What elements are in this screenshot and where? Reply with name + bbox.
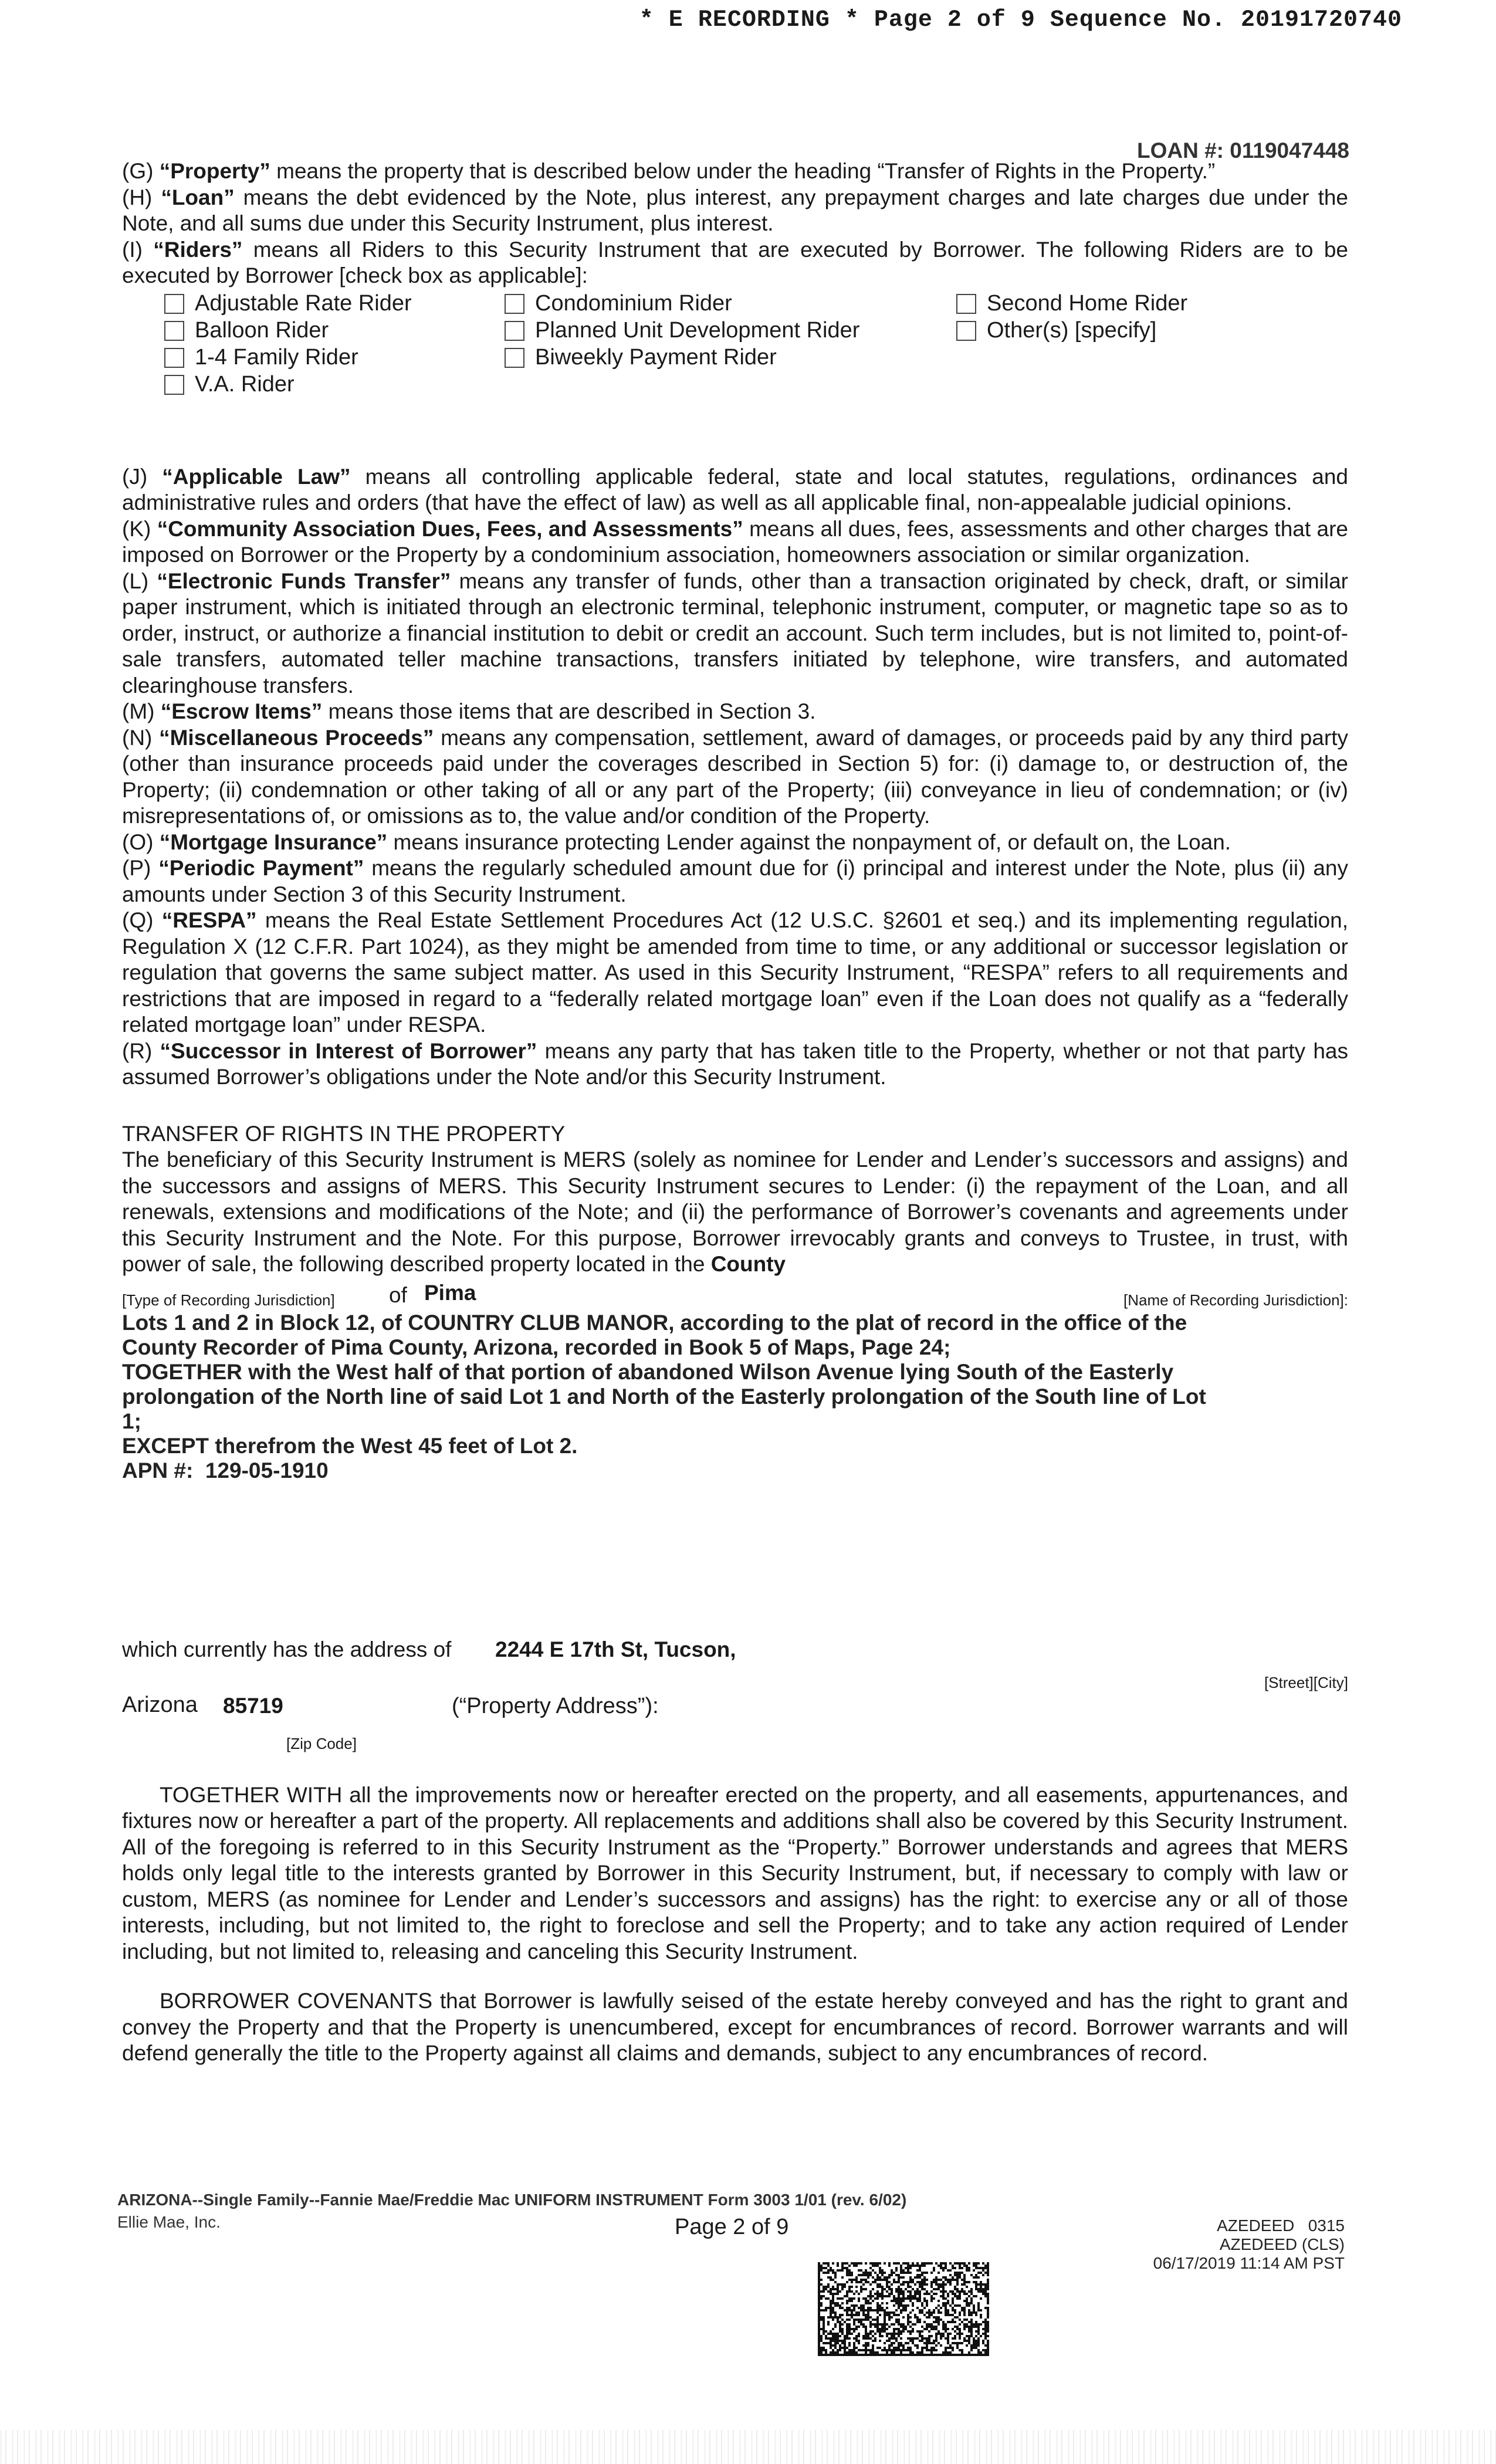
definition-k: (K) “Community Association Dues, Fees, and Assessments” means all dues, fees, assessments and other charges that are imposed on Borrower or the Property by a condominium association, homeowners association or similar organization. <box>122 516 1348 567</box>
jurisdiction-row <box>122 1281 1348 1309</box>
scan-noise-strip <box>0 2430 1496 2464</box>
recording-header: * E RECORDING * Page 2 of 9 Sequence No. 20191720740 <box>639 7 1402 33</box>
rider-option[interactable] <box>505 290 956 317</box>
rider-option[interactable] <box>956 290 1250 317</box>
definitions <box>122 464 1348 1091</box>
footer-form-name: ARIZONA--Single Family--Fannie Mae/Freddie Mac UNIFORM INSTRUMENT Form 3003 1/01 (rev. 6/02) <box>117 2191 907 2209</box>
rider-option[interactable] <box>164 371 505 398</box>
checkbox[interactable] <box>956 294 976 314</box>
definitions-top <box>122 158 1348 289</box>
property-address-label: (“Property Address”): <box>452 1693 659 1718</box>
borrower-covenants-paragraph: BORROWER COVENANTS that Borrower is lawfully seised of the estate hereby conveyed and has the right to grant and convey the Property and that the Property is unencumbered, except for encumbrances of record. Borrower warrants and will defend generally the title to the Property against all claims and demands, subject to any encumbrances of record. <box>122 1989 1348 2065</box>
address-zip: 85719 <box>223 1693 283 1718</box>
rider-label: Balloon Rider <box>195 318 329 343</box>
definition-h: (H) “Loan” means the debt evidenced by the Note, plus interest, any prepayment charges and late charges due under the Note, and all sums due under this Security Instrument, plus interest. <box>122 185 1348 235</box>
county-word: County <box>710 1252 786 1276</box>
legal-line: Lots 1 and 2 in Block 12, of COUNTRY CLUB MANOR, according to the plat of record in the office of the <box>122 1310 1187 1335</box>
street-city-label: [Street][City] <box>1264 1673 1348 1691</box>
rider-empty <box>956 371 1250 398</box>
footer-codes <box>1153 2216 1345 2273</box>
transfer-heading: TRANSFER OF RIGHTS IN THE PROPERTY <box>122 1121 566 1146</box>
definition-p: (P) “Periodic Payment” means the regularly scheduled amount due for (i) principal and interest under the Note, plus (ii) any amounts under Section 3 of this Security Instrument. <box>122 856 1348 906</box>
legal-description <box>122 1311 1348 1483</box>
legal-line: 1; <box>122 1409 141 1433</box>
rider-label: Biweekly Payment Rider <box>535 345 777 370</box>
rider-label: Other(s) [specify] <box>987 318 1157 343</box>
document-body <box>122 158 1348 2067</box>
legal-line: APN #: 129-05-1910 <box>122 1458 329 1483</box>
definition-i: (I) “Riders” means all Riders to this Security Instrument that are executed by Borrower. The following Riders are to be executed by Borrower [check box as applicable]: <box>122 237 1348 287</box>
footer-timestamp: 06/17/2019 11:14 AM PST <box>1153 2254 1345 2272</box>
loan-number: LOAN #: 0119047448 <box>1136 138 1349 163</box>
definition-r: (R) “Successor in Interest of Borrower” means any party that has taken title to the Property, whether or not that party has assumed Borrower’s obligations under the Note and/or this Security Instrument. <box>122 1038 1348 1089</box>
rider-option[interactable] <box>164 344 505 371</box>
rider-option[interactable] <box>164 290 505 317</box>
rider-label: Condominium Rider <box>535 291 732 316</box>
legal-line: prolongation of the North line of said Lot 1 and North of the Easterly prolongation of the South line of Lot <box>122 1384 1206 1409</box>
property-address-block <box>122 1637 1348 1772</box>
address-state: Arizona <box>122 1692 198 1717</box>
together-with-paragraph: TOGETHER WITH all the improvements now or hereafter erected on the property, and all easements, appurtenances, and fixtures now or hereafter a part of the property. All replacements and additions shall also be covered by this Security Instrument. All of the foregoing is referred to in this Security Instrument as the “Property.” Borrower understands and agrees that MERS holds only legal title to the interests granted by Borrower in this Security Instrument, but, if necessary to comply with law or custom, MERS (as nominee for Lender and Lender’s successors and assigns) has the right: to exercise any or all of those interests, including, but not limited to, the right to foreclose and sell the Property; and to take any action required of Lender including, but not limited to, releasing and canceling this Security Instrument. <box>122 1782 1348 1964</box>
definition-o: (O) “Mortgage Insurance” means insurance protecting Lender against the nonpayment of, or default on, the Loan. <box>122 830 1231 854</box>
rider-empty <box>505 371 956 398</box>
legal-line: TOGETHER with the West half of that portion of abandoned Wilson Avenue lying South of the Easterly <box>122 1359 1174 1384</box>
rider-label: Second Home Rider <box>987 291 1188 316</box>
jurisdiction-type-label: [Type of Recording Jurisdiction] <box>122 1291 335 1309</box>
jurisdiction-of: of <box>389 1282 407 1307</box>
checkbox[interactable] <box>505 348 524 368</box>
footer-code-2: AZEDEED (CLS) <box>1219 2235 1345 2253</box>
definition-j: (J) “Applicable Law” means all controlling applicable federal, state and local statutes, regulations, ordinances and administrative rules and orders (that have the effect of law) as well as all applicable final, non-appealable judicial opinions. <box>122 464 1348 515</box>
transfer-body: The beneficiary of this Security Instrument is MERS (solely as nominee for Lender and Lender’s successors and assigns) and the successors and assigns of MERS. This Security Instrument secures to Lender: (i) the repayment of the Loan, and all renewals, extensions and modifications of the Note; and (ii) the performance of Borrower’s covenants and agreements under this Security Instrument and the Note. For this purpose, Borrower irrevocably grants and conveys to Trustee, in trust, with power of sale, the following described property located in the County <box>122 1148 1348 1276</box>
rider-option[interactable] <box>505 344 956 371</box>
footer-vendor: Ellie Mae, Inc. <box>117 2213 221 2231</box>
rider-label: V.A. Rider <box>195 372 295 397</box>
definition-g: (G) “Property” means the property that is described below under the heading “Transfer of Rights in the Property.” <box>122 159 1216 183</box>
footer-code-1: AZEDEED 0315 <box>1217 2216 1345 2235</box>
legal-line: EXCEPT therefrom the West 45 feet of Lot 2. <box>122 1433 578 1458</box>
jurisdiction-name-label: [Name of Recording Jurisdiction]: <box>1123 1291 1348 1309</box>
definition-n: (N) “Miscellaneous Proceeds” means any compensation, settlement, award of damages, or proceeds paid by any third party (other than insurance proceeds paid under the coverages described in Section 5) for: (i) damage to, or destruction of, the Property; (ii) condemnation or other taking of all or any part of the Property; (iii) conveyance in lieu of condemnation; or (iv) misrepresentations of, or omissions as to, the value and/or condition of the Property. <box>122 725 1348 828</box>
rider-label: Planned Unit Development Rider <box>535 318 860 343</box>
address-intro: which currently has the address of <box>122 1637 452 1661</box>
rider-option[interactable] <box>164 317 505 344</box>
checkbox[interactable] <box>164 294 184 314</box>
checkbox[interactable] <box>505 294 524 314</box>
checkbox[interactable] <box>164 321 184 341</box>
rider-option[interactable] <box>956 317 1250 344</box>
zip-code-label: [Zip Code] <box>286 1734 357 1752</box>
rider-label: 1-4 Family Rider <box>195 345 358 370</box>
definition-q: (Q) “RESPA” means the Real Estate Settlement Procedures Act (12 U.S.C. §2601 et seq.) and its implementing regulation, Regulation X (12 C.F.R. Part 1024), as they might be amended from time to time, or any additional or successor legislation or regulation that governs the same subject matter. As used in this Security Instrument, “RESPA” refers to all requirements and restrictions that are imposed in regard to a “federally related mortgage loan” even if the Loan does not qualify as a “federally related mortgage loan” under RESPA. <box>122 908 1349 1037</box>
footer-page-number: Page 2 of 9 <box>675 2215 789 2239</box>
checkbox[interactable] <box>164 348 184 368</box>
definition-m: (M) “Escrow Items” means those items that are described in Section 3. <box>122 699 816 723</box>
checkbox[interactable] <box>956 321 976 341</box>
checkbox[interactable] <box>164 375 184 395</box>
rider-empty <box>956 344 1250 371</box>
legal-line: County Recorder of Pima County, Arizona, recorded in Book 5 of Maps, Page 24; <box>122 1335 951 1359</box>
jurisdiction-name: Pima <box>424 1280 476 1305</box>
checkbox[interactable] <box>505 321 524 341</box>
riders-checklist <box>164 290 1348 398</box>
definition-l: (L) “Electronic Funds Transfer” means any transfer of funds, other than a transaction originated by check, draft, or similar paper instrument, which is initiated through an electronic terminal, telephonic instrument, computer, or magnetic tape so as to order, instruct, or authorize a financial institution to debit or credit an account. Such term includes, but is not limited to, point-of-sale transfers, automated teller machine transactions, transfers initiated by telephone, wire transfers, and automated clearinghouse transfers. <box>122 568 1348 698</box>
datamatrix-barcode-icon <box>818 2262 989 2356</box>
rider-label: Adjustable Rate Rider <box>195 291 412 316</box>
address-street: 2244 E 17th St, Tucson, <box>495 1637 736 1661</box>
rider-option[interactable] <box>505 317 956 344</box>
